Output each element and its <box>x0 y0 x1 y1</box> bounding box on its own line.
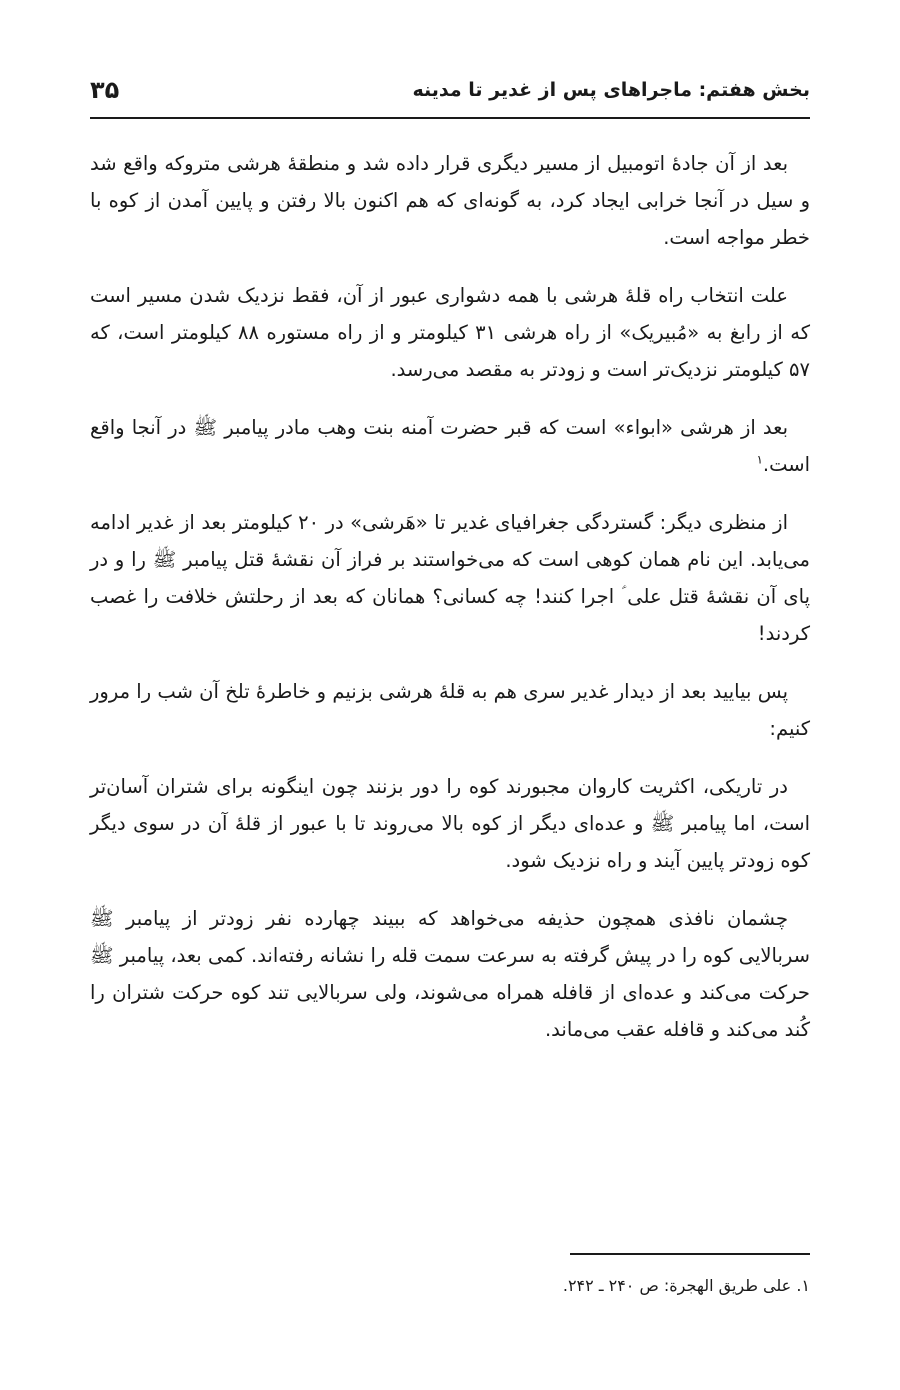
footnote: ۱. علی طریق الهجرة: ص ۲۴۰ ـ ۲۴۲. <box>562 1276 810 1295</box>
body-text <box>90 145 810 1069</box>
running-head: بخش هفتم: ماجراهای پس از غدیر تا مدینه <box>412 79 810 101</box>
footnote-marker: ۱ <box>756 452 763 467</box>
paragraph-7: چشمان نافذی همچون حذیفه می‌خواهد که ببیند چهارده نفر زودتر از پیامبر ﷺ سربالایی کوه را در پیش گرفته به سرعت سمت قله را نشانه رفته‌اند. کمی بعد، پیامبر ﷺ حرکت می‌کند و عده‌ای از قافله همراه می‌شوند، ولی سربالایی تند کوه حرکت شتران را کُند می‌کند و قافله عقب می‌ماند. <box>90 907 810 1041</box>
paragraph-3-text: بعد از هرشی «ابواء» است که قبر حضرت آمنه بنت وهب مادر پیامبر ﷺ در آنجا واقع است. <box>90 416 810 476</box>
page-number: ۳۵ <box>90 76 120 104</box>
paragraph-5: پس بیایید بعد از دیدار غدیر سری هم به قلهٔ هرشی بزنیم و خاطرهٔ تلخ آن شب را مرور کنیم: <box>90 680 810 740</box>
paragraph-1: بعد از آن جادهٔ اتومبیل از مسیر دیگری قرار داده شد و منطقهٔ هرشی متروکه واقع شد و سیل در آنجا خرابی ایجاد کرد، به گونه‌ای که هم اکنون بالا رفتن و پایین آمدن از کوه با خطر مواجه است. <box>90 152 810 249</box>
page-header <box>90 70 810 110</box>
paragraph-4: از منظری دیگر: گستردگی جغرافیای غدیر تا «هَرشی» در ۲۰ کیلومتر بعد از غدیر ادامه می‌یابد. این نام همان کوهی است که می‌خواستند بر فراز آن نقشهٔ قتل پیامبر ﷺ را و در پای آن نقشهٔ قتل علی ؑ اجرا کنند! چه کسانی؟ همانان که بعد از رحلتش خلافت را غصب کردند! <box>90 511 810 645</box>
paragraph-6: در تاریکی، اکثریت کاروان مجبورند کوه را دور بزنند چون اینگونه برای شتران آسان‌تر است، اما پیامبر ﷺ و عده‌ای دیگر از کوه بالا می‌روند تا با عبور از قلهٔ آن در سوی دیگر کوه زودتر پایین آیند و راه نزدیک شود. <box>90 775 810 872</box>
paragraph-3 <box>90 409 810 483</box>
header-rule <box>90 117 810 119</box>
paragraph-2: علت انتخاب راه قلهٔ هرشی با همه دشواری عبور از آن، فقط نزدیک شدن مسیر است که از رابغ به «مُبیریک» از راه هرشی ۳۱ کیلومتر و از راه مستوره ۸۸ کیلومتر است، که ۵۷ کیلومتر نزدیک‌تر است و زودتر به مقصد می‌رسد. <box>90 284 810 381</box>
footnote-rule <box>570 1253 810 1255</box>
